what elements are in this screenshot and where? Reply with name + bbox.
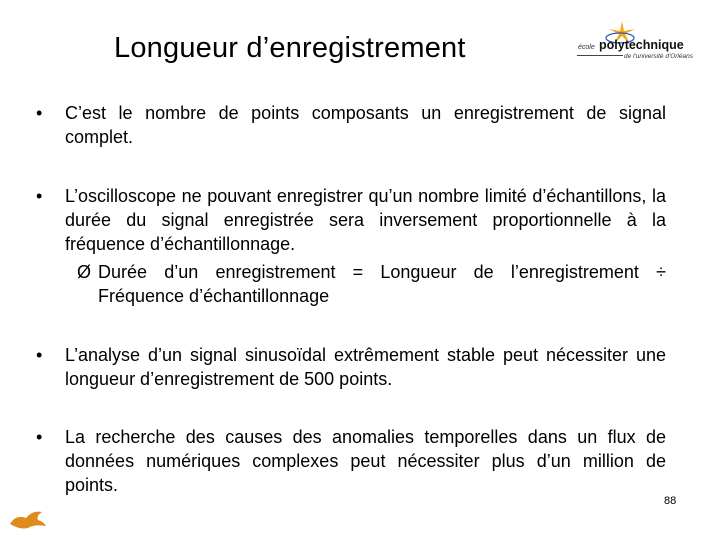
page-number: 88 — [664, 495, 677, 507]
bullet-text: C’est le nombre de points composants un enregistrement de signal complet. — [65, 103, 666, 147]
logo-rule — [577, 55, 623, 56]
bullet-marker: • — [36, 345, 43, 365]
bullet-marker: • — [36, 103, 43, 123]
polytechnique-logo — [572, 20, 692, 72]
bullet-marker: • — [36, 427, 43, 447]
logo-ecole-text: école — [578, 44, 595, 51]
bullet-marker: • — [36, 186, 43, 206]
bullet-text: L’analyse d’un signal sinusoïdal extrêmement stable peut nécessiter une longueur d’enregistrement de 500 points. — [65, 345, 666, 389]
corner-logo-icon — [8, 506, 48, 532]
arrow-bullet-icon: Ø — [77, 262, 92, 282]
bullet-text: La recherche des causes des anomalies temporelles dans un flux de données numériques complexes peut nécessiter plus d’un million de points. — [65, 427, 666, 495]
formula-text: Durée d’un enregistrement = Longueur de l’enregistrement ÷ Fréquence d’échantillonnage — [98, 262, 666, 306]
bullet-text: L’oscilloscope ne pouvant enregistrer qu’un nombre limité d’échantillons, la durée du signal enregistrée sera inversement proportionnelle à la fréquence d’échantillonnage. — [65, 186, 666, 254]
slide-title: Longueur d’enregistrement — [114, 32, 466, 64]
logo-brand-text: polytechnique — [599, 38, 684, 52]
logo-sub-text: de l'université d'Orléans — [624, 53, 693, 60]
